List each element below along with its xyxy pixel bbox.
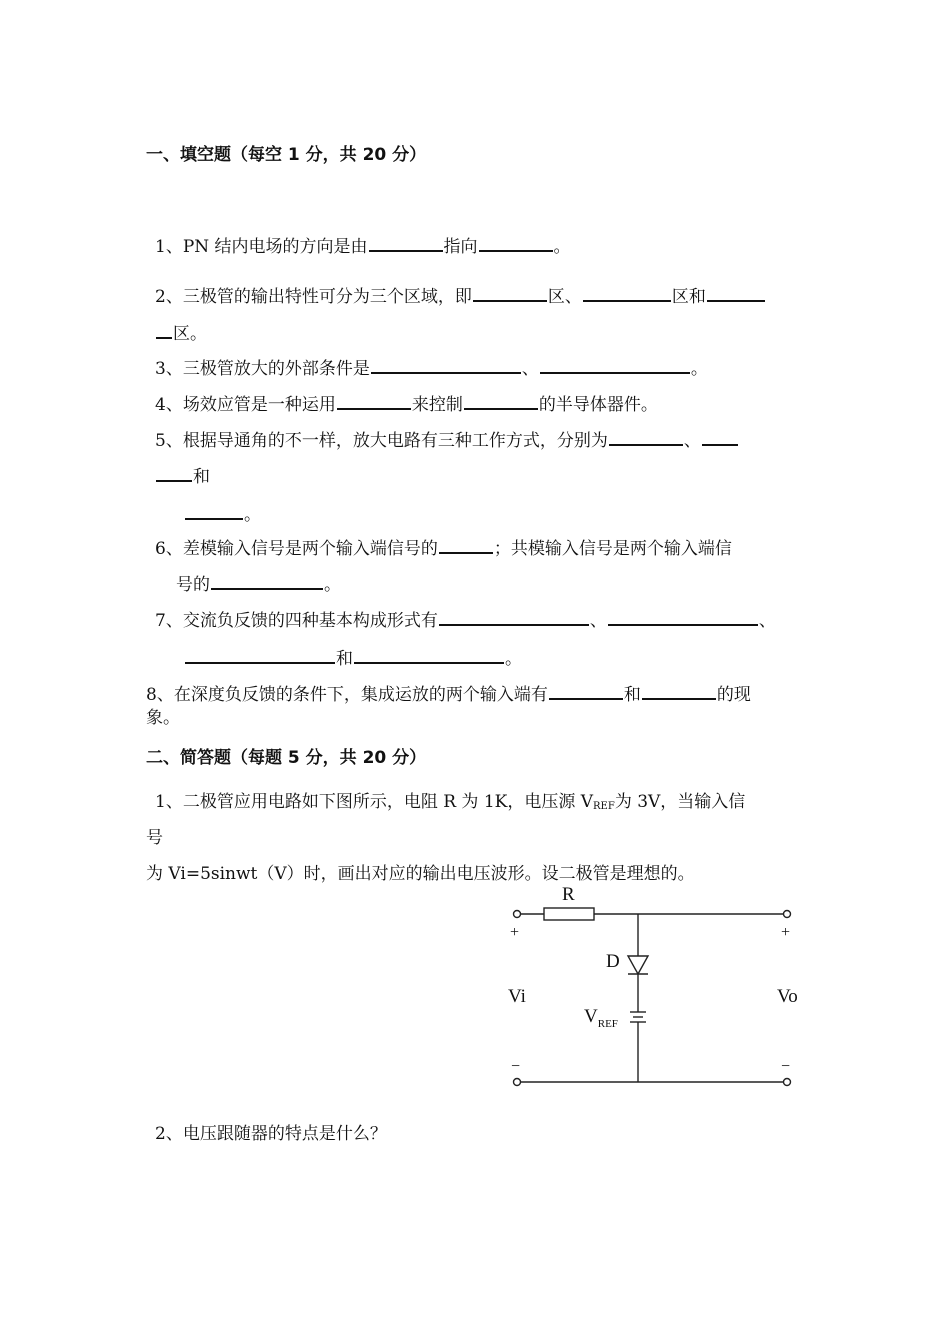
q5-text-d: 。 <box>244 505 261 525</box>
question-8-cont <box>146 707 180 729</box>
q2-blank-2[interactable] <box>583 285 671 302</box>
output-minus-label: − <box>781 1058 791 1075</box>
q5-blank-1[interactable] <box>609 429 683 446</box>
q1-text-a: 1、PN 结内电场的方向是由 <box>155 237 368 257</box>
q6-text-d: 。 <box>324 575 341 595</box>
output-plus-label: + <box>781 924 791 941</box>
question-6-cont <box>176 573 341 596</box>
q1-blank-2[interactable] <box>479 235 553 252</box>
q7-text-a: 7、交流负反馈的四种基本构成形式有 <box>155 611 438 631</box>
q8-text-a: 8、在深度负反馈的条件下，集成运放的两个输入端有 <box>146 685 548 705</box>
q4-text-a: 4、场效应管是一种运用 <box>155 395 336 415</box>
diode-triangle <box>628 956 648 974</box>
question-7 <box>155 609 776 632</box>
vref-label <box>584 1006 618 1030</box>
diode-label: D <box>606 951 620 972</box>
q8-blank-2[interactable] <box>642 683 716 700</box>
question-5-cont <box>155 465 210 488</box>
question-8 <box>146 683 751 706</box>
q3-blank-1[interactable] <box>371 357 521 374</box>
resistor-symbol <box>544 908 594 920</box>
terminal-out-bottom <box>784 1079 791 1086</box>
q6-blank-1[interactable] <box>439 537 493 554</box>
terminal-out-top <box>784 911 791 918</box>
input-plus-label: + <box>510 924 520 941</box>
q5-blank-3[interactable] <box>185 503 243 520</box>
q7-blank-4[interactable] <box>354 647 504 664</box>
q5-text-a: 5、根据导通角的不一样，放大电路有三种工作方式，分别为 <box>155 431 608 451</box>
question-4 <box>155 393 658 416</box>
q7-text-d: 和 <box>336 649 353 669</box>
q6-text-b: ；共模输入信号是两个输入端信 <box>493 539 732 559</box>
q4-text-c: 的半导体器件。 <box>538 395 658 415</box>
q3-blank-2[interactable] <box>540 357 690 374</box>
s1-text-c: 号 <box>146 828 163 848</box>
q3-text-b: 、 <box>521 359 539 379</box>
q4-text-b: 来控制 <box>411 395 463 415</box>
s1-text-d: 为 Vi=5sinwt（V）时，画出对应的输出电压波形。设二极管是理想的。 <box>146 864 695 884</box>
section-2-title: 二、简答题（每题 5 分，共 20 分） <box>146 748 427 768</box>
circuit-svg <box>500 880 820 1095</box>
q5-blank-2a[interactable] <box>702 429 738 446</box>
q1-blank-1[interactable] <box>369 235 443 252</box>
q2-text-a: 2、三极管的输出特性可分为三个区域，即 <box>155 287 472 307</box>
q2-text-c: 区和 <box>671 287 706 307</box>
section-1-title: 一、填空题（每空 1 分，共 20 分） <box>146 145 427 165</box>
input-voltage-label: Vi <box>508 986 526 1007</box>
question-2-cont <box>155 322 207 345</box>
question-6 <box>155 537 732 560</box>
q2-blank-3a[interactable] <box>707 285 765 302</box>
q3-text-a: 3、三极管放大的外部条件是 <box>155 359 370 379</box>
q5-blank-2b[interactable] <box>156 465 192 482</box>
input-minus-label: − <box>511 1058 521 1075</box>
q7-text-e: 。 <box>505 649 522 669</box>
q6-blank-2[interactable] <box>211 573 323 590</box>
short-question-1 <box>155 791 745 818</box>
short-question-1-cont <box>146 827 163 849</box>
s1-vref-sub: REF <box>593 801 615 812</box>
short-question-2 <box>155 1123 387 1145</box>
q4-blank-1[interactable] <box>337 393 411 410</box>
q8-text-b: 和 <box>623 685 641 705</box>
q5-text-c: 和 <box>193 467 210 487</box>
q7-text-b: 、 <box>589 611 607 631</box>
question-2 <box>155 285 766 308</box>
question-3 <box>155 357 708 380</box>
q7-blank-1[interactable] <box>439 609 589 626</box>
output-voltage-label: Vo <box>777 986 798 1007</box>
q6-text-a: 6、差模输入信号是两个输入端信号的 <box>155 539 438 559</box>
question-5 <box>155 429 739 452</box>
q2-blank-1[interactable] <box>473 285 547 302</box>
vref-main: V <box>584 1006 598 1027</box>
q8-text-d: 象。 <box>146 708 180 728</box>
q1-text-b: 指向 <box>443 237 478 257</box>
terminal-in-top <box>514 911 521 918</box>
resistor-label: R <box>562 884 575 905</box>
q7-blank-2[interactable] <box>608 609 758 626</box>
q2-text-b: 区、 <box>547 287 582 307</box>
q2-blank-3b[interactable] <box>156 322 172 339</box>
s1-text-a: 1、二极管应用电路如下图所示，电阻 R 为 1K，电压源 V <box>155 792 594 812</box>
question-5-cont-2 <box>184 503 261 526</box>
q8-blank-1[interactable] <box>549 683 623 700</box>
q8-text-c: 的现 <box>716 685 751 705</box>
terminal-in-bottom <box>514 1079 521 1086</box>
vref-sub: REF <box>597 1017 618 1030</box>
q7-text-c: 、 <box>758 611 776 631</box>
q4-blank-2[interactable] <box>464 393 538 410</box>
question-1 <box>155 235 571 258</box>
q5-text-b: 、 <box>683 431 701 451</box>
question-7-cont <box>184 647 522 670</box>
diode-circuit-diagram <box>500 880 820 1095</box>
s2-text: 2、电压跟随器的特点是什么？ <box>155 1124 387 1144</box>
q2-text-d: 区。 <box>173 324 207 344</box>
s1-text-b: 为 3V，当输入信 <box>614 792 746 812</box>
q3-text-c: 。 <box>690 359 708 379</box>
q1-text-c: 。 <box>553 237 571 257</box>
q7-blank-3[interactable] <box>185 647 335 664</box>
q6-text-c: 号的 <box>176 575 210 595</box>
